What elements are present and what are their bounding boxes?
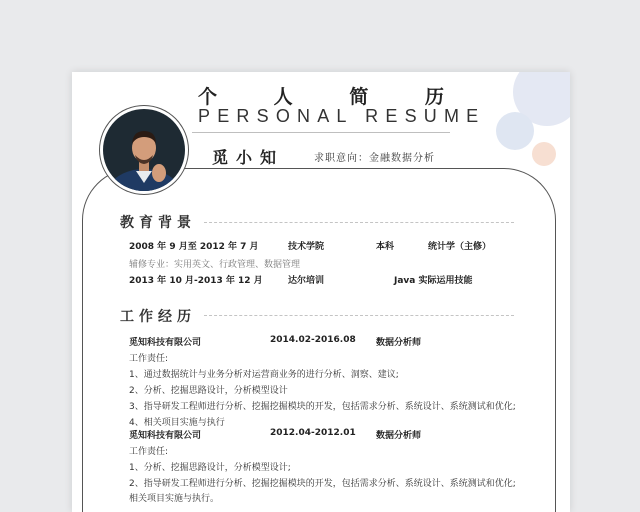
job-role: 数据分析师 bbox=[376, 338, 422, 348]
edu-date: 2008 年 9 月至 2012 年 7 月 bbox=[129, 242, 259, 252]
training-school: 达尔培训 bbox=[288, 276, 325, 286]
job-company: 觅知科技有限公司 bbox=[129, 431, 202, 441]
person-portrait-icon bbox=[103, 109, 185, 191]
title-char: 历 bbox=[424, 86, 444, 108]
section-divider bbox=[204, 222, 514, 223]
edu-school: 技术学院 bbox=[288, 242, 325, 252]
job-duty: 3、指导研发工程师进行分析、挖掘挖掘模块的开发，包括需求分析、系统设计、系统测试和优化; bbox=[129, 402, 516, 412]
resume-page bbox=[72, 72, 570, 512]
decor-circle-blue bbox=[496, 112, 534, 150]
work-section-title: 工作经历 bbox=[120, 309, 196, 325]
section-divider bbox=[204, 315, 514, 316]
candidate-name: 觅小知 bbox=[212, 148, 285, 167]
title-char: 个 bbox=[198, 86, 218, 108]
edu-major: 统计学（主修） bbox=[428, 242, 492, 252]
decor-circle-peach bbox=[532, 142, 556, 166]
title-english: PERSONAL RESUME bbox=[198, 106, 486, 126]
job-duty: 1、分析、挖掘思路设计，分析模型设计; bbox=[129, 463, 291, 473]
job-duty: 2、分析、挖掘思路设计，分析模型设计 bbox=[129, 386, 288, 396]
job-duty: 4、相关项目实施与执行 bbox=[129, 418, 225, 428]
job-role: 数据分析师 bbox=[376, 431, 422, 441]
training-course: Java 实际运用技能 bbox=[394, 276, 473, 286]
job-duty-label: 工作责任: bbox=[129, 354, 169, 364]
job-duty: 相关项目实施与执行。 bbox=[129, 494, 220, 504]
job-duty: 1、通过数据统计与业务分析对运营商业务的进行分析、洞察、建议; bbox=[129, 370, 399, 380]
title-char: 简 bbox=[349, 86, 369, 108]
edu-minor-note: 辅修专业：实用英文、行政管理、数据管理 bbox=[129, 260, 301, 270]
title-char: 人 bbox=[273, 86, 293, 108]
job-intent: 求职意向：金融数据分析 bbox=[314, 153, 435, 164]
title-divider bbox=[192, 132, 450, 133]
job-duty-label: 工作责任: bbox=[129, 447, 169, 457]
job-duty: 2、指导研发工程师进行分析、挖掘挖掘模块的开发，包括需求分析、系统设计、系统测试和优化; bbox=[129, 479, 516, 489]
job-period: 2014.02-2016.08 bbox=[270, 335, 356, 345]
profile-photo bbox=[100, 106, 188, 194]
education-section-title: 教育背景 bbox=[120, 215, 196, 231]
edu-degree: 本科 bbox=[376, 242, 395, 252]
training-date: 2013 年 10 月-2013 年 12 月 bbox=[129, 276, 263, 286]
job-period: 2012.04-2012.01 bbox=[270, 428, 356, 438]
title-chinese bbox=[198, 82, 444, 109]
job-company: 觅知科技有限公司 bbox=[129, 338, 202, 348]
